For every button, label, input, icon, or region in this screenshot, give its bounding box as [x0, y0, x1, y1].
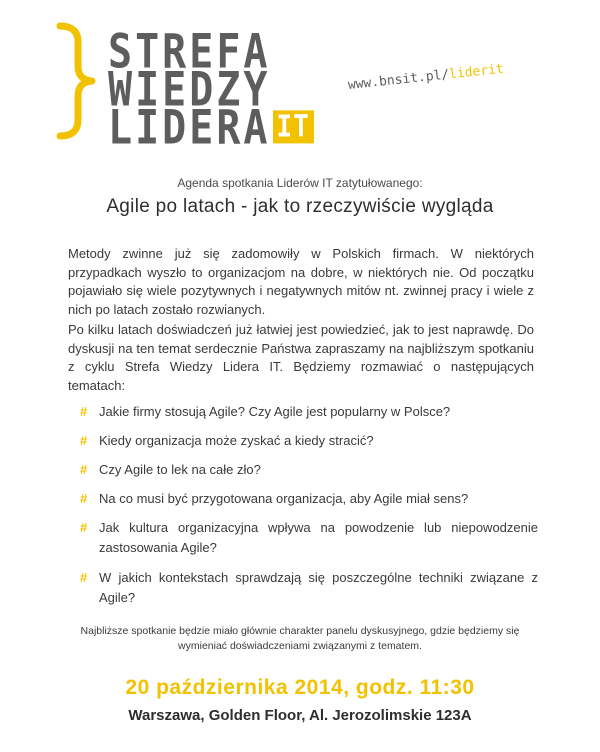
topic-text: Na co musi być przygotowana organizacja, aby Agile miał sens?: [99, 491, 469, 506]
brace-icon: [56, 22, 96, 140]
event-location: Warszawa, Golden Floor, Al. Jerozolimskie 123A: [128, 707, 472, 724]
logo-line-2: WIEDZY: [108, 62, 271, 118]
meeting-note: Najbliższe spotkanie będzie miało głównie charakter panelu dyskusyjnego, gdzie będziemy się wymieniać doświadczeniami związanymi z tematem.: [80, 625, 520, 652]
logo: [56, 22, 310, 156]
logo-line-3: LIDERA IT: [108, 108, 314, 148]
hash-icon: #: [80, 462, 88, 477]
list-item: [80, 402, 538, 422]
list-item: [80, 489, 538, 509]
agenda-intro: Agenda spotkania Liderów IT zatytułowanego:: [177, 176, 423, 190]
website-link[interactable]: [347, 62, 504, 93]
topic-text: Jak kultura organizacyjna wpływa na powodzenie lub niepowodzenie zastosowania Agile?: [99, 520, 538, 555]
topic-text: W jakich kontekstach sprawdzają się poszczególne techniki związane z Agile?: [99, 570, 538, 605]
hash-icon: #: [80, 404, 88, 419]
logo-wordmark: [108, 24, 314, 156]
list-item: [80, 568, 538, 608]
logo-it-badge: IT: [273, 110, 314, 143]
paragraph-2: Po kilku latach doświadczeń już łatwiej jest powiedzieć, jak to jest naprawdę. Do dyskusji na ten temat serdecznie Państwa zapraszamy na najbliższym spotkaniu z cyklu Strefa Wiedzy Lidera IT. Będziemy rozmawiać o następujących tematach:: [68, 322, 534, 393]
list-item: [80, 460, 538, 480]
hash-icon: #: [80, 433, 88, 448]
event-date: 20 października 2014, godz. 11:30: [125, 676, 475, 699]
url-prefix: www.bnsit.pl/: [347, 67, 450, 93]
page-title: Agile po latach - jak to rzeczywiście wygląda: [106, 196, 494, 217]
hash-icon: #: [80, 491, 88, 506]
topic-text: Kiedy organizacja może zyskać a kiedy stracić?: [99, 433, 374, 448]
topic-text: Czy Agile to lek na całe zło?: [99, 462, 261, 477]
logo-line-1: STREFA: [108, 24, 271, 80]
hash-icon: #: [80, 570, 88, 585]
paragraph-1: Metody zwinne już się zadomowiły w Polskich firmach. W niektórych przypadkach wyszło to organizacjom na dobre, w niektórych nie. Od początku pojawiało się wiele pozytywnych i negatywnych mitów nt. zwinnej pracy i wiele z nich po latach zostało rozwianych.: [68, 246, 534, 317]
list-item: [80, 431, 538, 451]
topic-text: Jakie firmy stosują Agile? Czy Agile jest popularny w Polsce?: [99, 404, 451, 419]
list-item: [80, 518, 538, 558]
hash-icon: #: [80, 520, 88, 535]
url-accent: liderit: [448, 61, 505, 83]
